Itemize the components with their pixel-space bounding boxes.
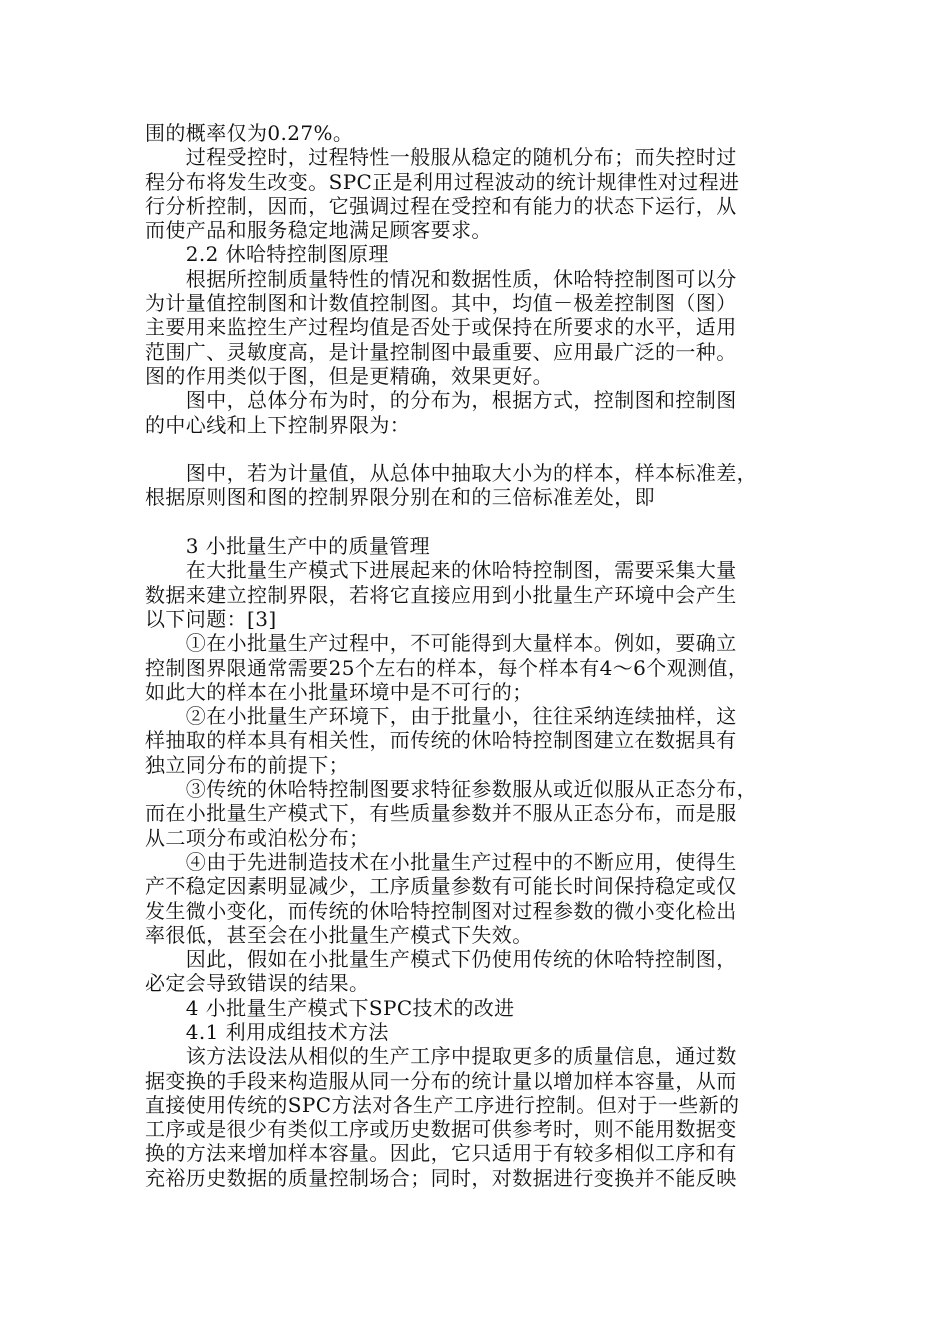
text-line: 根据原则图和图的控制界限分别在和的三倍标准差处，即 bbox=[145, 485, 655, 510]
text-line: ③传统的休哈特控制图要求特征参数服从或近似服从正态分布， bbox=[145, 777, 757, 802]
section-heading: 3 小批量生产中的质量管理 bbox=[145, 534, 431, 559]
section-heading: 4 小批量生产模式下SPC技术的改进 bbox=[145, 995, 515, 1020]
text-line: 的中心线和上下控制界限为： bbox=[145, 412, 411, 437]
text-line: 而使产品和服务稳定地满足顾客要求。 bbox=[145, 218, 492, 243]
text-line: 换的方法来增加样本容量。因此，它只适用于有较多相似工序和有 bbox=[145, 1141, 737, 1166]
text-line: 独立同分布的前提下； bbox=[145, 752, 349, 777]
text-line: 直接使用传统的SPC方法对各生产工序进行控制。但对于一些新的 bbox=[145, 1092, 740, 1117]
text-line: 该方法设法从相似的生产工序中提取更多的质量信息，通过数 bbox=[145, 1044, 737, 1069]
text-line: 率很低，甚至会在小批量生产模式下失效。 bbox=[145, 922, 533, 947]
text-line: 为计量值控制图和计数值控制图。其中，均值－极差控制图（图） bbox=[145, 291, 737, 316]
section-heading: 2.2 休哈特控制图原理 bbox=[145, 242, 389, 267]
text-line: 以下问题：[3] bbox=[145, 606, 277, 631]
text-line: 而在小批量生产模式下，有些质量参数并不服从正态分布，而是服 bbox=[145, 801, 737, 826]
text-line: 据变换的手段来构造服从同一分布的统计量以增加样本容量，从而 bbox=[145, 1068, 737, 1093]
text-line: 充裕历史数据的质量控制场合；同时，对数据进行变换并不能反映 bbox=[145, 1165, 737, 1190]
text-line: 从二项分布或泊松分布； bbox=[145, 825, 370, 850]
text-line: 如此大的样本在小批量环境中是不可行的； bbox=[145, 679, 533, 704]
text-line: 图中，若为计量值，从总体中抽取大小为的样本，样本标准差， bbox=[145, 461, 757, 486]
text-line: 根据所控制质量特性的情况和数据性质，休哈特控制图可以分 bbox=[145, 266, 737, 291]
text-line: 程分布将发生改变。SPC正是利用过程波动的统计规律性对过程进 bbox=[145, 169, 740, 194]
text-line: ①在小批量生产过程中，不可能得到大量样本。例如，要确立 bbox=[145, 631, 737, 656]
text-line: 因此，假如在小批量生产模式下仍使用传统的休哈特控制图， bbox=[145, 947, 737, 972]
text-line: 产不稳定因素明显减少，工序质量参数有可能长时间保持稳定或仅 bbox=[145, 874, 737, 899]
blank-line bbox=[145, 437, 805, 461]
text-line: 过程受控时，过程特性一般服从稳定的随机分布；而失控时过 bbox=[145, 145, 737, 170]
blank-line bbox=[145, 510, 805, 534]
text-line: 图中，总体分布为时，的分布为，根据方式，控制图和控制图 bbox=[145, 388, 737, 413]
text-line: ②在小批量生产环境下，由于批量小，往往采纳连续抽样，这 bbox=[145, 704, 737, 729]
section-heading: 4.1 利用成组技术方法 bbox=[145, 1019, 389, 1044]
text-line: 发生微小变化，而传统的休哈特控制图对过程参数的微小变化检出 bbox=[145, 898, 737, 923]
text-line: 数据来建立控制界限，若将它直接应用到小批量生产环境中会产生 bbox=[145, 582, 737, 607]
text-line: 范围广、灵敏度高，是计量控制图中最重要、应用最广泛的一种。 bbox=[145, 339, 737, 364]
text-line: 工序或是很少有类似工序或历史数据可供参考时，则不能用数据变 bbox=[145, 1117, 737, 1142]
text-line: 主要用来监控生产过程均值是否处于或保持在所要求的水平，适用 bbox=[145, 315, 737, 340]
text-line: 必定会导致错误的结果。 bbox=[145, 971, 370, 996]
text-line: 图的作用类似于图，但是更精确，效果更好。 bbox=[145, 363, 553, 388]
text-line: 围的概率仅为0.27%。 bbox=[145, 121, 354, 145]
text-line: 在大批量生产模式下进展起来的休哈特控制图，需要采集大量 bbox=[145, 558, 737, 583]
body-text bbox=[145, 121, 805, 1190]
text-line: 样抽取的样本具有相关性，而传统的休哈特控制图建立在数据具有 bbox=[145, 728, 737, 753]
text-line: 控制图界限通常需要25个左右的样本，每个样本有4～6个观测值， bbox=[145, 655, 749, 680]
text-line: 行分析控制，因而，它强调过程在受控和有能力的状态下运行，从 bbox=[145, 193, 737, 218]
text-line: ④由于先进制造技术在小批量生产过程中的不断应用，使得生 bbox=[145, 849, 737, 874]
